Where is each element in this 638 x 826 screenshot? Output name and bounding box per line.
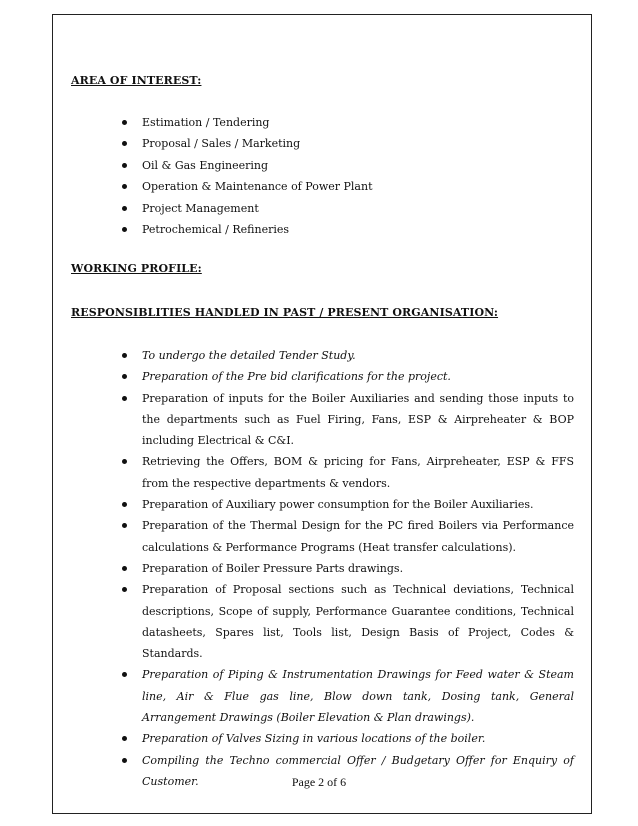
bullet-icon [122,523,127,528]
bullet-icon [122,374,127,379]
list-item: Operation & Maintenance of Power Plant [122,179,373,200]
bullet-icon [122,396,127,401]
bullet-icon [122,566,127,571]
list-item: Compiling the Techno commercial Offer / Budgetary Offer for Enquiry of Customer. [122,750,574,793]
bullet-icon [122,353,127,358]
list-item: Proposal / Sales / Marketing [122,136,373,157]
list-item: To undergo the detailed Tender Study. [122,345,574,366]
bullet-icon [122,141,127,146]
list-item: Project Management [122,201,373,222]
bullet-icon [122,672,127,677]
bullet-icon [122,459,127,464]
bullet-icon [122,587,127,592]
area-of-interest-heading: AREA OF INTEREST: [71,74,202,87]
bullet-icon [122,206,127,211]
list-item: Preparation of Auxiliary power consumption for the Boiler Auxiliaries. [122,494,574,515]
list-item: Preparation of Boiler Pressure Parts drawings. [122,558,574,579]
list-item: Preparation of the Pre bid clarifications for the project. [122,366,574,387]
list-item: Preparation of Valves Sizing in various locations of the boiler. [122,728,574,749]
bullet-icon [122,227,127,232]
list-item: Preparation of Piping & Instrumentation Drawings for Feed water & Steam line, Air & Flue gas line, Blow down tank, Dosing tank, General Arrangement Drawings (Boiler Elevation & Plan drawings). [122,664,574,728]
responsibilities-list [122,345,574,792]
bullet-icon [122,736,127,741]
list-item: Preparation of inputs for the Boiler Auxiliaries and sending those inputs to the departments such as Fuel Firing, Fans, ESP & Airpreheater & BOP including Electrical & C&I. [122,388,574,452]
responsibilities-heading: RESPONSIBLITIES HANDLED IN PAST / PRESENT ORGANISATION: [71,306,499,319]
list-item: Estimation / Tendering [122,115,373,136]
page-number: Page 2 of 6 [291,775,347,789]
list-item: Petrochemical / Refineries [122,222,373,243]
list-item: Preparation of the Thermal Design for the PC fired Boilers via Performance calculations & Performance Programs (Heat transfer calculations). [122,515,574,558]
bullet-icon [122,120,127,125]
area-of-interest-list [122,115,373,243]
bullet-icon [122,758,127,763]
bullet-icon [122,184,127,189]
working-profile-heading: WORKING PROFILE: [71,262,202,275]
list-item: Preparation of Proposal sections such as Technical deviations, Technical descriptions, Scope of supply, Performance Guarantee conditions, Technical datasheets, Spares list, Tools list, Design Basis of Project, Codes & Standards. [122,579,574,664]
list-item: Retrieving the Offers, BOM & pricing for Fans, Airpreheater, ESP & FFS from the respective departments & vendors. [122,451,574,494]
bullet-icon [122,502,127,507]
bullet-icon [122,163,127,168]
list-item: Oil & Gas Engineering [122,158,373,179]
